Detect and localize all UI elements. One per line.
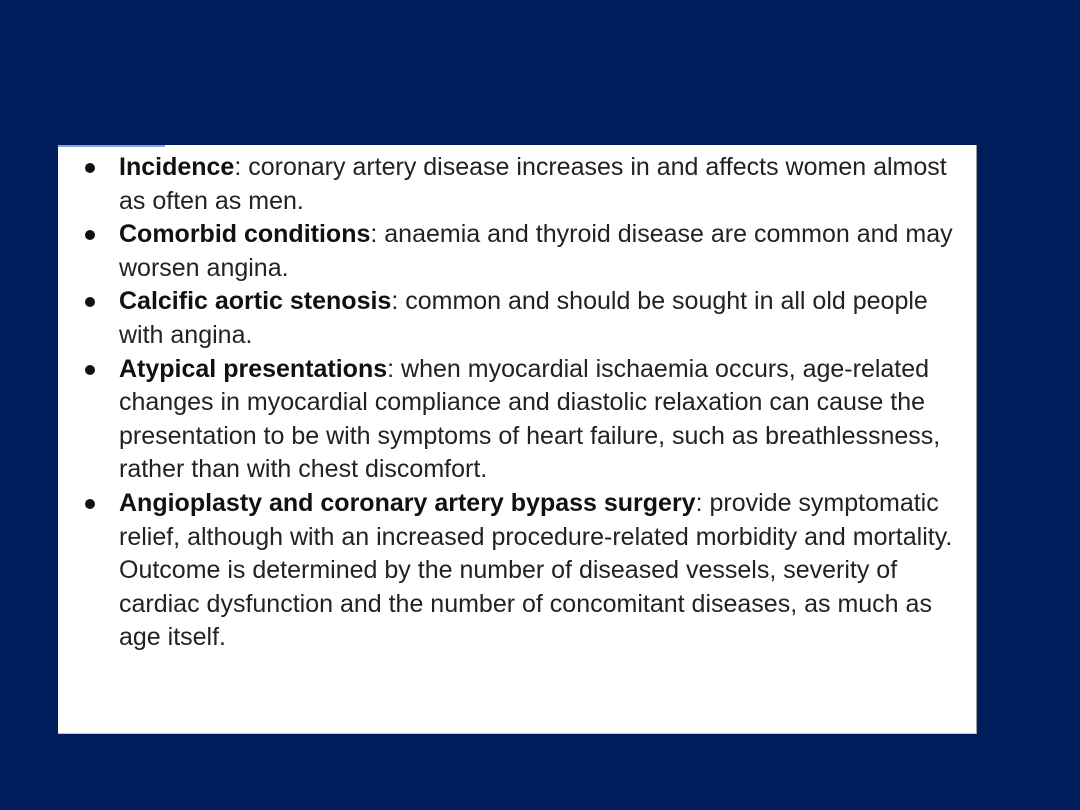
bullet-dot-icon xyxy=(85,499,95,509)
list-item-atypical-presentations xyxy=(58,353,958,487)
item-text: : common and should be sought in all old people with angina. xyxy=(119,287,928,349)
item-text: : when myocardial ischaemia occurs, age-related changes in myocardial compliance and diastolic relaxation can cause the presentation to be with symptoms of heart failure, such as breathlessness, rather than with chest discomfort. xyxy=(119,354,941,484)
bullet-dot-icon xyxy=(85,297,95,307)
item-term: Angioplasty and coronary artery bypass surgery xyxy=(119,488,696,517)
list-item-calcific-aortic-stenosis xyxy=(58,285,958,352)
bullet-dot-icon xyxy=(85,365,95,375)
list-item-comorbid-conditions xyxy=(58,218,958,285)
panel-accent-line xyxy=(58,145,165,147)
item-text: : coronary artery disease increases in and affects women almost as often as men. xyxy=(119,153,947,215)
item-term: Calcific aortic stenosis xyxy=(119,287,392,316)
bullet-dot-icon xyxy=(85,163,95,173)
item-text: : anaemia and thyroid disease are common and may worsen angina. xyxy=(119,220,953,282)
item-text: : provide symptomatic relief, although with an increased procedure-related morbidity and mortality. Outcome is determined by the number of diseased vessels, severity of cardiac dysfunction and the number of concomitant diseases, as much as age itself. xyxy=(119,488,953,652)
item-term: Atypical presentations xyxy=(119,354,388,383)
list-item-incidence xyxy=(58,151,958,218)
bullet-dot-icon xyxy=(85,230,95,240)
item-term: Comorbid conditions xyxy=(119,220,371,249)
content-panel xyxy=(58,145,977,734)
bullet-list xyxy=(58,151,958,655)
item-term: Incidence xyxy=(119,153,235,181)
list-item-angioplasty xyxy=(58,487,958,655)
